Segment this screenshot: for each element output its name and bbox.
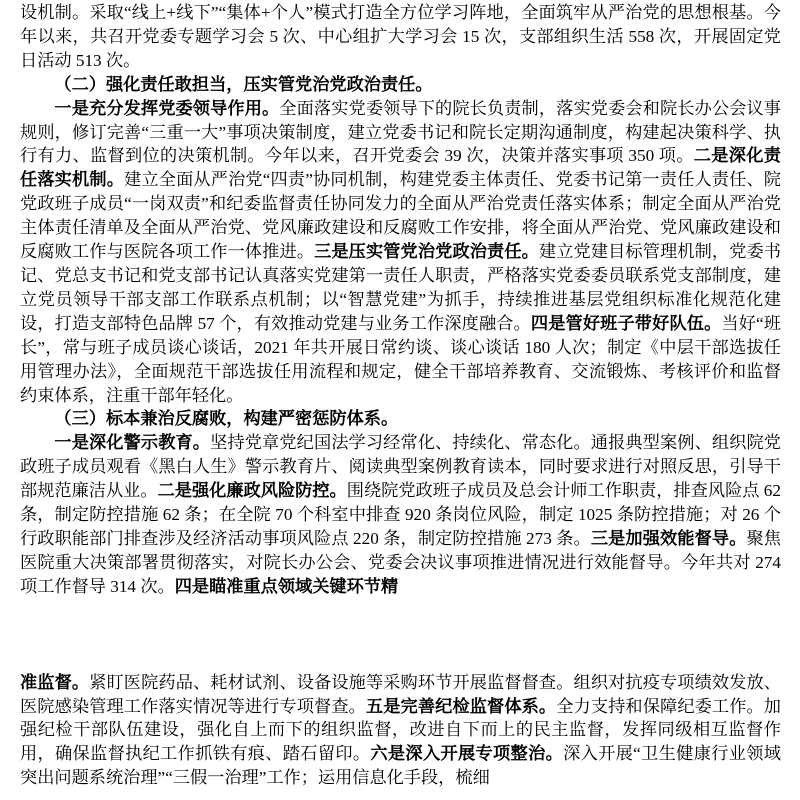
body-text-segment: 建立全面从严治党“四责”协同机制，构建党委主体责任、党委书记第一责任人责任、院党政班子成员“一岗双责”和纪委监督责任协同发力的全面从严治党责任落实体系；制定全面从严治党主体责任清单及全面从严治党、党风廉政建设和反腐败工作安排，将全面从严治党、党风廉政建设和反腐败工作与医院各项工作一体推进。 bbox=[20, 170, 781, 262]
body-text-segment: 全面落实党委领导下的院长负责制，落实党委会和院长办公会议事规则，修订完善“三重一大”事项决策制度，建立党委书记和院长定期沟通制度，构建起决策科学、执行有力、监督到位的决策机制。今年以来，召开党委会 39 次，决策并落实事项 350 项。 bbox=[20, 98, 781, 166]
emphasis-text-segment: 三是压实管党治党政治责任。 bbox=[314, 241, 539, 262]
body-text-segment: 坚持党章党纪国法学习经常化、持续化、常态化。通报典型案例、组织院党政班子成员观看《黑白人生》警示教育片、阅读典型案例教育读本，同时要求进行对照反思，引导干部规范廉洁从业。 bbox=[20, 433, 781, 501]
emphasis-text-segment: （二）强化责任敢担当，压实管党治党政治责任。 bbox=[54, 73, 433, 94]
body-text-segment: 设机制。采取“线上+线下”“集体+个人”模式打造全方位学习阵地，全面筑牢从严治党的思想根基。今年以来，共召开党委专题学习会 5 次、中心组扩大学习会 15 次，支部组织生活 558 次，开展固定党日活动 513 次。 bbox=[20, 3, 781, 70]
emphasis-text-segment: （三）标本兼治反腐败，构建严密惩防体系。 bbox=[54, 408, 399, 429]
emphasis-text-segment: 一是深化警示教育。 bbox=[54, 432, 211, 453]
emphasis-text-segment: 二是强化廉政风险防控。 bbox=[157, 480, 347, 501]
body-text-segment: 当好“班长”，常与班子成员谈心谈话，2021 年共开展日常约谈、谈心谈话 180 人次；制定《中层干部选拔任用管理办法》，全面规范干部选拔任用流程和规定，健全干部培养教育、交流锻炼、考核评价和监督约束体系，注重干部年轻化。 bbox=[20, 313, 781, 405]
page-break-gap bbox=[20, 599, 781, 671]
emphasis-text-segment: 一是充分发挥党委领导作用。 bbox=[54, 97, 280, 118]
body-text-segment: 全力支持和保障纪委工作。加强纪检干部队伍建设，强化自上而下的组织监督，改进自下而上的民主监督，发挥同级相互监督作用，确保监督执纪工作抓铁有痕、踏石留印。 bbox=[20, 696, 781, 764]
emphasis-text-segment: 四是瞄准重点领域关键环节精 bbox=[174, 575, 399, 596]
emphasis-text-segment: 四是管好班子带好队伍。 bbox=[530, 312, 722, 333]
body-text-segment: 聚焦医院重大决策部署贯彻落实，对院长办公会、党委会决议事项推进情况进行效能督导。今年共对 274 项工作督导 314 次。 bbox=[20, 528, 781, 596]
paragraph bbox=[20, 73, 781, 97]
paragraph bbox=[20, 1, 781, 73]
body-text-segment: 紧盯医院药品、耗材试剂、设备设施等采购环节开展监督督查。组织对抗疫专项绩效发放、医院感染管理工作落实情况等进行专项督查。 bbox=[20, 672, 781, 716]
paragraph bbox=[20, 407, 781, 431]
emphasis-text-segment: 三是加强效能督导。 bbox=[590, 527, 747, 548]
emphasis-text-segment: 二是深化责任落实机制。 bbox=[20, 145, 781, 190]
emphasis-text-segment: 六是深入开展专项整治。 bbox=[370, 743, 564, 764]
document-page-2-fragment bbox=[20, 671, 781, 791]
body-text-segment: 建立党建目标管理机制，党委书记、党总支书记和党支部书记认真落实党建第一责任人职责，严格落实党委委员联系党支部制度，建立党员领导干部支部工作联系点机制；以“智慧党建”为抓手，持续推进基层党组织标准化规范化建设，打造支部特色品牌 57 个，有效推动党建与业务工作深度融合。 bbox=[20, 242, 781, 333]
paragraph bbox=[20, 431, 781, 598]
body-text-segment: 深入开展“卫生健康行业领域突出问题系统治理”“三假一治理”工作；运用信息化手段，梳细 bbox=[20, 744, 781, 788]
document-page-1-fragment bbox=[20, 1, 781, 599]
emphasis-text-segment: 准监督。 bbox=[20, 671, 90, 692]
paragraph bbox=[20, 97, 781, 408]
paragraph bbox=[20, 671, 781, 791]
emphasis-text-segment: 五是完善纪检监督体系。 bbox=[365, 695, 557, 716]
body-text-segment: 围绕院党政班子成员及总会计师工作职责，排查风险点 62 条，制定防控措施 62 条；在全院 70 个科室中排查 920 条岗位风险，制定 1025 条防控措施；对 26 个行政职能部门排查涉及经济活动事项风险点 220 条，制定防控措施 273 条。 bbox=[20, 481, 781, 548]
